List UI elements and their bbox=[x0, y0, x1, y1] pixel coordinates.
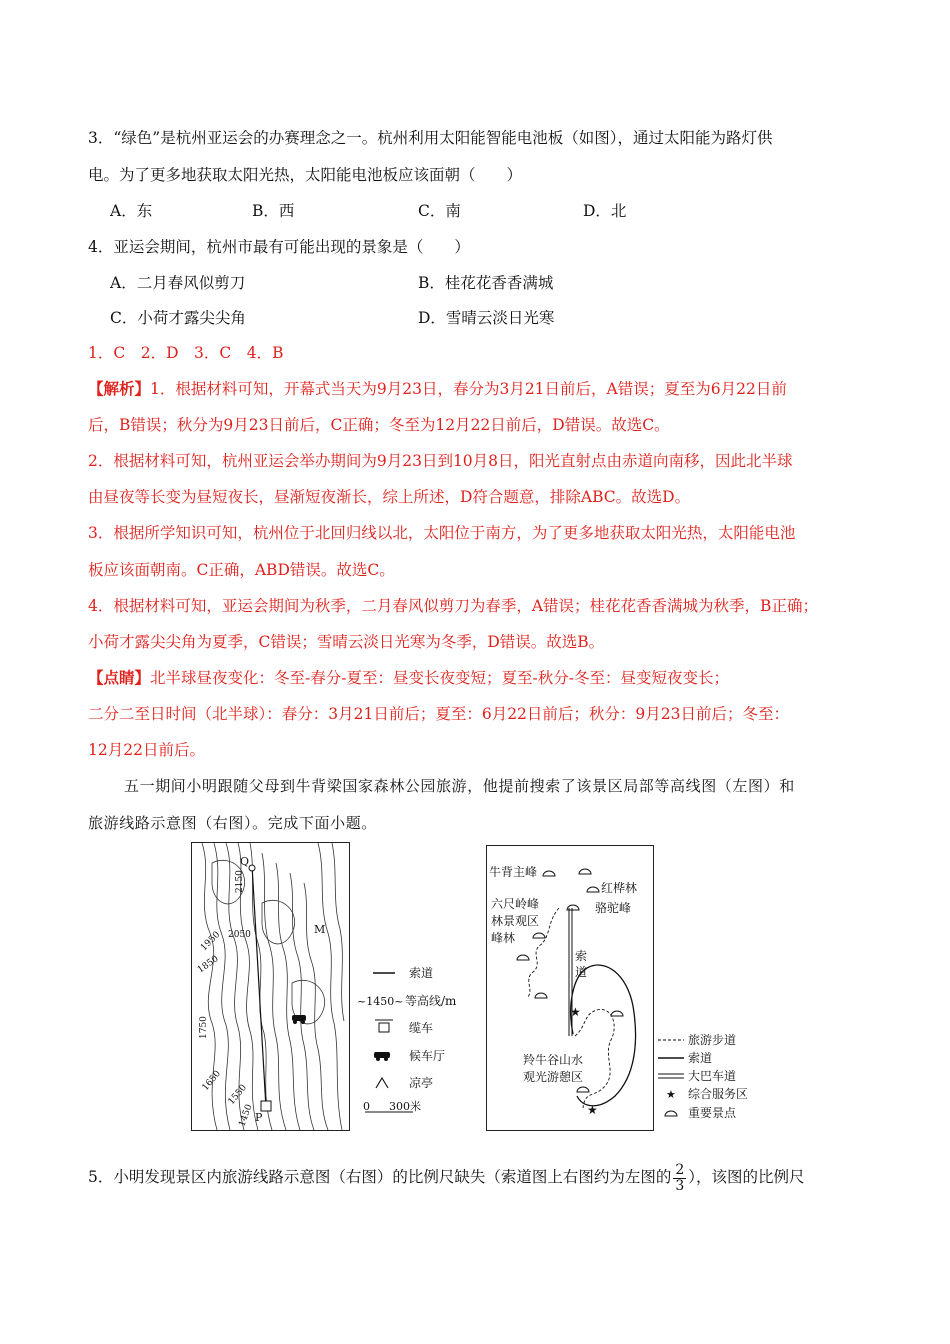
legend-cablecar-label: 缆车 bbox=[409, 1021, 434, 1035]
q4-option-b: B．桂花花香香满城 bbox=[418, 274, 554, 292]
analysis-p3-line1: 3．根据所学知识可知，杭州位于北回归线以北，太阳位于南方，为了更多地获取太阳光热，太阳能电池 bbox=[88, 524, 796, 542]
service-star-2: ★ bbox=[587, 1103, 598, 1117]
label-forest-area: 林景观区 bbox=[491, 914, 540, 928]
legend-contour-label: 等高线/m bbox=[405, 994, 457, 1008]
q4-option-d: D．雪晴云淡日光寒 bbox=[418, 309, 555, 327]
spot-icon-5 bbox=[577, 1087, 589, 1092]
label-camel: 骆驼峰 bbox=[595, 901, 632, 915]
spot-icon-2 bbox=[517, 955, 529, 960]
tour-route-map bbox=[486, 845, 654, 1131]
legend-service-star: ★ bbox=[666, 1088, 676, 1101]
scale-value: 300米 bbox=[389, 1100, 421, 1113]
spot-icon-4 bbox=[611, 1011, 623, 1016]
tip-line1 bbox=[88, 668, 729, 688]
pavilion-legend-icon bbox=[376, 1078, 388, 1088]
tip-line2: 二分二至日时间（北半球）：春分：3月21日前后；夏至：6月22日前后；秋分：9月23日前后；冬至： bbox=[88, 705, 790, 723]
label-peak-main: 牛背主峰 bbox=[489, 865, 538, 879]
spot-icon-1 bbox=[579, 869, 591, 874]
q5-fraction-num: 2 bbox=[675, 1161, 685, 1178]
q4-option-a: A．二月春风似剪刀 bbox=[110, 274, 246, 292]
spot-icon-birch bbox=[587, 887, 599, 892]
analysis-p1-line2: 后，B错误；秋分为9月23日前后，C正确；冬至为12月22日前后，D错误。故选C。 bbox=[88, 416, 670, 434]
label-cable-2: 道 bbox=[575, 965, 588, 979]
tip-tag: 【点睛】 bbox=[88, 668, 151, 687]
analysis-p2-line2: 由昼夜等长变为昼短夜长，昼渐短夜渐长，综上所述，D符合题意，排除ABC。故选D。 bbox=[88, 488, 691, 506]
car-icon bbox=[292, 1015, 306, 1024]
spot-icon-3 bbox=[535, 993, 547, 998]
tip-line3: 12月22日前后。 bbox=[88, 741, 205, 759]
label-peak-forest: 峰林 bbox=[491, 931, 516, 945]
legend-service-label: 综合服务区 bbox=[688, 1087, 749, 1101]
answer-key: 1．C 2．D 3．C 4．B bbox=[88, 344, 284, 362]
legend-route-cableway-label: 索道 bbox=[688, 1051, 713, 1065]
material-line2: 旅游线路示意图（右图）。完成下面小题。 bbox=[88, 814, 377, 832]
material-line1: 五一期间小明跟随父母到牛背梁国家森林公园旅游，他提前搜索了该景区局部等高线图（左图）和 bbox=[124, 777, 795, 795]
contour-label-1950: 1950 bbox=[199, 929, 223, 954]
q3-option-d: D．北 bbox=[583, 202, 627, 220]
point-m: M bbox=[314, 923, 326, 936]
cablecar-icon bbox=[261, 1097, 271, 1111]
legend-waiting-label: 候车厅 bbox=[409, 1049, 446, 1063]
analysis-p4-line2: 小荷才露尖尖角为夏季，C错误；雪晴云淡日光寒为冬季，D错误。故选B。 bbox=[88, 633, 605, 651]
contour-label-2050: 2050 bbox=[228, 930, 251, 940]
cablecar-legend-icon bbox=[375, 1020, 393, 1032]
contour-label-1850: 1850 bbox=[195, 954, 221, 976]
analysis-p1-line1 bbox=[88, 379, 787, 399]
point-q: Q bbox=[240, 855, 250, 868]
point-p: P bbox=[255, 1111, 263, 1124]
legend-trail-label: 旅游步道 bbox=[688, 1033, 737, 1047]
q5-fraction bbox=[673, 1163, 686, 1194]
scale-zero: 0 bbox=[363, 1100, 370, 1113]
route-legend bbox=[654, 1030, 764, 1125]
waiting-room-legend-icon bbox=[374, 1052, 390, 1061]
q3-option-a: A．东 bbox=[110, 202, 153, 220]
legend-contour-sample: ~1450~ bbox=[357, 995, 404, 1008]
service-star-1: ★ bbox=[570, 1005, 581, 1019]
contour-legend bbox=[355, 960, 480, 1115]
legend-pavilion-label: 凉亭 bbox=[409, 1076, 434, 1090]
analysis-p4-line1: 4．根据材料可知，亚运会期间为秋季，二月春风似剪刀为春季，A错误；桂花花香香满城为秋季，B正确； bbox=[88, 597, 818, 615]
contour-label-1550: 1550 bbox=[226, 1082, 250, 1107]
label-valley-1: 羚牛谷山水 bbox=[523, 1053, 584, 1067]
tip-text: 北半球昼夜变化：冬至-春分-夏至：昼变长夜变短；夏至-秋分-冬至：昼变短夜变长； bbox=[150, 669, 729, 687]
spot-icon-peak bbox=[543, 871, 555, 876]
label-liuchi: 六尺岭峰 bbox=[491, 897, 540, 911]
contour-label-1450: 1450 bbox=[237, 1103, 255, 1129]
q3-option-c: C．南 bbox=[418, 202, 461, 220]
q3-option-b: B．西 bbox=[252, 202, 295, 220]
contour-map bbox=[191, 842, 350, 1131]
legend-spot-label: 重要景点 bbox=[688, 1106, 737, 1120]
q3-stem-line1: 3．“绿色”是杭州亚运会的办赛理念之一。杭州利用太阳能智能电池板（如图），通过太阳能为路灯供 bbox=[88, 129, 773, 147]
contour-label-1650: 1650 bbox=[200, 1068, 224, 1093]
analysis-tag: 【解析】 bbox=[88, 379, 151, 398]
analysis-p1-text: 1．根据材料可知，开幕式当天为9月23日，春分为3月21日前后，A错误；夏至为6月22日前 bbox=[150, 380, 787, 398]
q5-text-before: 5．小明发现景区内旅游线路示意图（右图）的比例尺缺失（索道图上右图约为左图的 bbox=[88, 1168, 672, 1186]
contour-label-2150: 2150 bbox=[235, 870, 245, 893]
label-birch: 红桦林 bbox=[601, 881, 638, 895]
analysis-p2-line1: 2．根据材料可知，杭州亚运会举办期间为9月23日到10月8日，阳光直射点由赤道向南移，因此北半球 bbox=[88, 452, 793, 470]
q3-stem-line2: 电。为了更多地获取太阳光热，太阳能电池板应该面朝（ ） bbox=[88, 166, 523, 184]
label-valley-2: 观光游憩区 bbox=[523, 1070, 584, 1084]
spot-icon-forest bbox=[533, 933, 545, 938]
q4-option-c: C．小荷才露尖尖角 bbox=[110, 309, 246, 327]
legend-cableway-label: 索道 bbox=[409, 966, 434, 980]
contour-label-1750: 1750 bbox=[199, 1016, 209, 1039]
q5-stem bbox=[88, 1160, 805, 1194]
q4-stem: 4．亚运会期间，杭州市最有可能出现的景象是（ ） bbox=[88, 238, 470, 256]
tour-route-drawing bbox=[487, 846, 653, 1130]
analysis-p3-line2: 板应该面朝南。C正确，ABD错误。故选C。 bbox=[88, 561, 395, 579]
legend-bus-label: 大巴车道 bbox=[688, 1069, 737, 1083]
label-cable-1: 索 bbox=[575, 949, 588, 963]
q5-text-after: ），该图的比例尺 bbox=[688, 1168, 805, 1186]
legend-spot-icon bbox=[665, 1111, 677, 1116]
contour-map-drawing bbox=[192, 843, 349, 1130]
q5-fraction-den: 3 bbox=[675, 1177, 685, 1194]
